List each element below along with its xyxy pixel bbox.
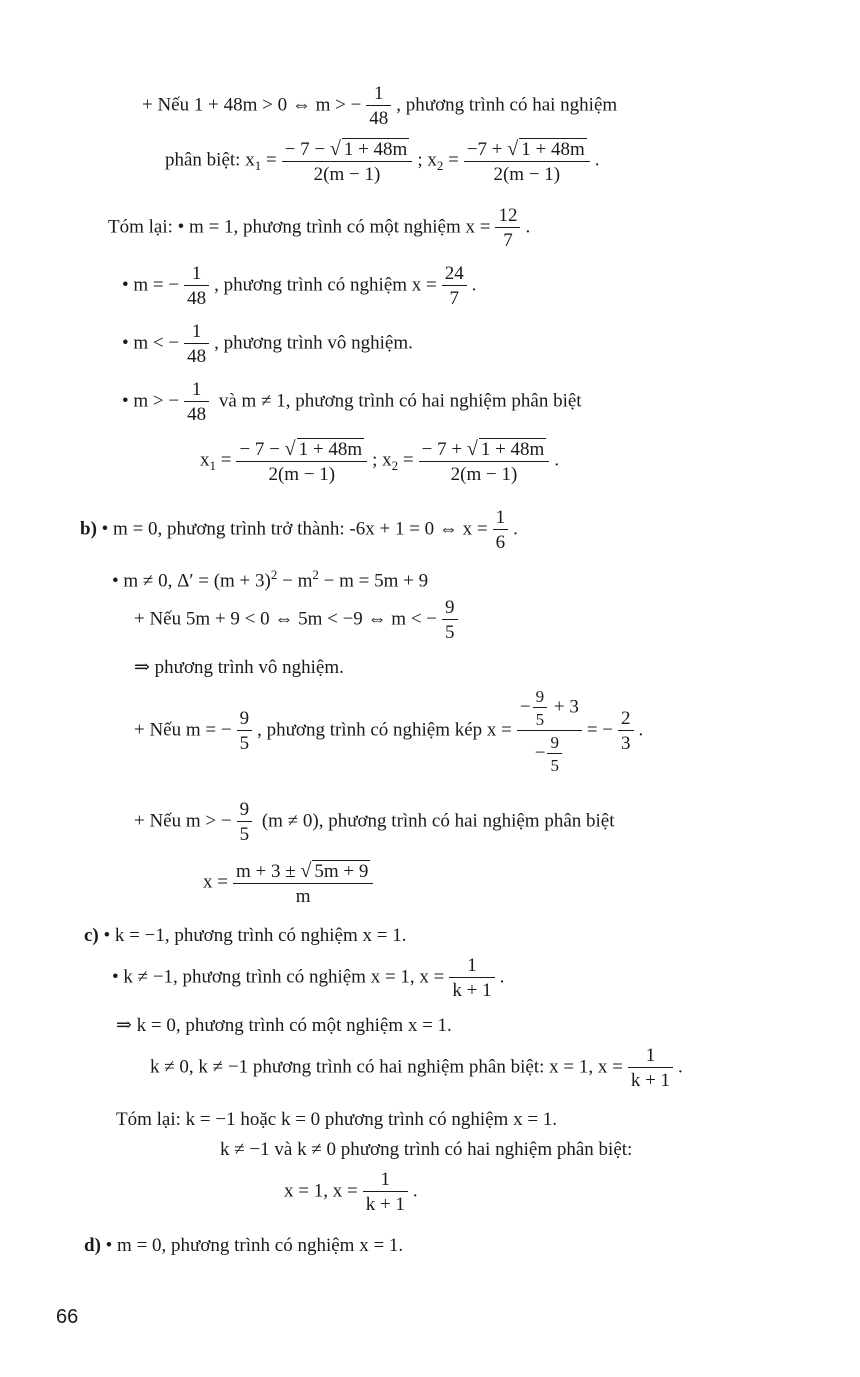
fraction: $\frac{1}{48}$ — [184, 264, 209, 308]
root-x2-fraction: $\frac{- 7 + √ 1 + 48m}{2(m - 1)}$ — [419, 438, 550, 484]
summary-line-2: • m = − $\frac{1}{48}$ , phương trình có nghiệm x = $\frac{24}{7}$ . — [122, 263, 477, 309]
case-positive-prefix: + Nếu 1 + 48m > 0 ⇔ m > − — [142, 94, 362, 116]
fraction: $\frac{1}{k + 1}$ — [363, 1170, 408, 1214]
compound-fraction: − $\frac{9}{5}$ + 3 − $\frac{9}{5}$ — [517, 688, 582, 774]
fraction: $\frac{1}{k + 1}$ — [628, 1046, 673, 1090]
part-b-line-2: • m ≠ 0, $\Delta' = (m + 3)^2 - m^2 - m = 5m + 9$ — [112, 567, 429, 592]
fraction: $\frac{2}{3}$ — [618, 709, 634, 753]
page-number: 66 — [56, 1306, 79, 1328]
part-b-line-5: + Nếu m = − $\frac{9}{5}$ , phương trình có nghiệm kép x = − $\frac{9}{5}$ + 3 − $\frac{9}{5}$ = − $\frac{2}{3}$ . — [134, 687, 644, 775]
fraction: $\frac{1}{48}$ — [184, 380, 209, 424]
part-c-line-7: x = 1, x = $\frac{1}{k + 1}$ . — [284, 1169, 418, 1215]
fraction: $\frac{9}{5}$ — [237, 800, 253, 844]
summary-roots: $x_1$ = $\frac{- 7 - √ 1 + 48m}{2(m - 1)}$ ; $x_2$ = $\frac{- 7 + √ 1 + 48m}{2(m - 1)}$ . — [200, 438, 560, 485]
part-c-label: c) — [84, 925, 99, 946]
summary-line-3: • m < − $\frac{1}{48}$ , phương trình vô nghiệm. — [122, 321, 413, 367]
part-b-line-3: + Nếu 5m + 9 < 0 ⇔ 5m < −9 ⇔ m < − $\frac{9}{5}$ — [134, 598, 463, 642]
part-b-line-1: b) • m = 0, phương trình trở thành: -6x + 1 = 0 ⇔ x = $\frac{1}{6}$ . — [80, 507, 518, 553]
fraction: $\frac{24}{7}$ — [442, 264, 467, 308]
fraction: $\frac{1}{6}$ — [493, 508, 509, 552]
part-c-line-6: k ≠ −1 và k ≠ 0 phương trình có hai nghiệm phân biệt: — [220, 1139, 633, 1160]
root-x1-fraction: $\frac{- 7 - √ 1 + 48m}{2(m - 1)}$ — [236, 438, 367, 484]
root-x2-fraction: $\frac{-7 + √ 1 + 48m}{2(m - 1)}$ — [464, 138, 590, 184]
part-b-line-6: + Nếu m > − $\frac{9}{5}$ (m ≠ 0), phương trình có hai nghiệm phân biệt — [134, 799, 615, 845]
part-c-line-2: • k ≠ −1, phương trình có nghiệm x = 1, x = $\frac{1}{k + 1}$ . — [112, 955, 505, 1001]
fraction: $\frac{1}{48}$ — [184, 322, 209, 366]
summary-line-4: • m > − $\frac{1}{48}$ và m ≠ 1, phương trình có hai nghiệm phân biệt — [122, 379, 582, 425]
part-d-line-1: d) • m = 0, phương trình có nghiệm x = 1. — [84, 1235, 404, 1256]
part-b-label: b) — [80, 518, 97, 540]
fraction: $\frac{9}{5}$ — [442, 598, 458, 642]
case-positive-roots: phân biệt: $x_1$ = $\frac{- 7 - √ 1 + 48m}{2(m - 1)}$ ; $x_2$ = $\frac{-7 + √ 1 + 48m}{2(m - 1)}$ . — [165, 138, 600, 185]
part-b-line-7: x = $\frac{m + 3 \pm √ 5m + 9}{m}$ — [203, 860, 378, 906]
part-b-line-4: ⇒ phương trình vô nghiệm. — [134, 657, 344, 678]
part-c-line-1: c) • k = −1, phương trình có nghiệm x = 1. — [84, 925, 407, 946]
part-c-line-5: Tóm lại: k = −1 hoặc k = 0 phương trình có nghiệm x = 1. — [116, 1109, 558, 1130]
part-c-line-4: k ≠ 0, k ≠ −1 phương trình có hai nghiệm phân biệt: x = 1, x = $\frac{1}{k + 1}$ . — [150, 1045, 683, 1091]
fraction: $\frac{1}{k + 1}$ — [449, 956, 494, 1000]
fraction: $\frac{9}{5}$ — [237, 709, 253, 753]
fraction: $\frac{12}{7}$ — [495, 206, 520, 250]
part-d-label: d) — [84, 1235, 101, 1256]
root-fraction: $\frac{m + 3 \pm √ 5m + 9}{m}$ — [233, 860, 373, 906]
part-c-line-3: ⇒ k = 0, phương trình có một nghiệm x = 1. — [116, 1015, 452, 1036]
fraction: $\frac{1}{48}$ — [366, 84, 391, 128]
summary-line-1: Tóm lại: • m = 1, phương trình có một nghiệm x = $\frac{12}{7}$ . — [108, 205, 531, 251]
case-positive-line: + Nếu 1 + 48m > 0 ⇔ m > − $\frac{1}{48}$ , phương trình có hai nghiệm — [142, 83, 618, 129]
root-x1-fraction: $\frac{- 7 - √ 1 + 48m}{2(m - 1)}$ — [282, 138, 413, 184]
